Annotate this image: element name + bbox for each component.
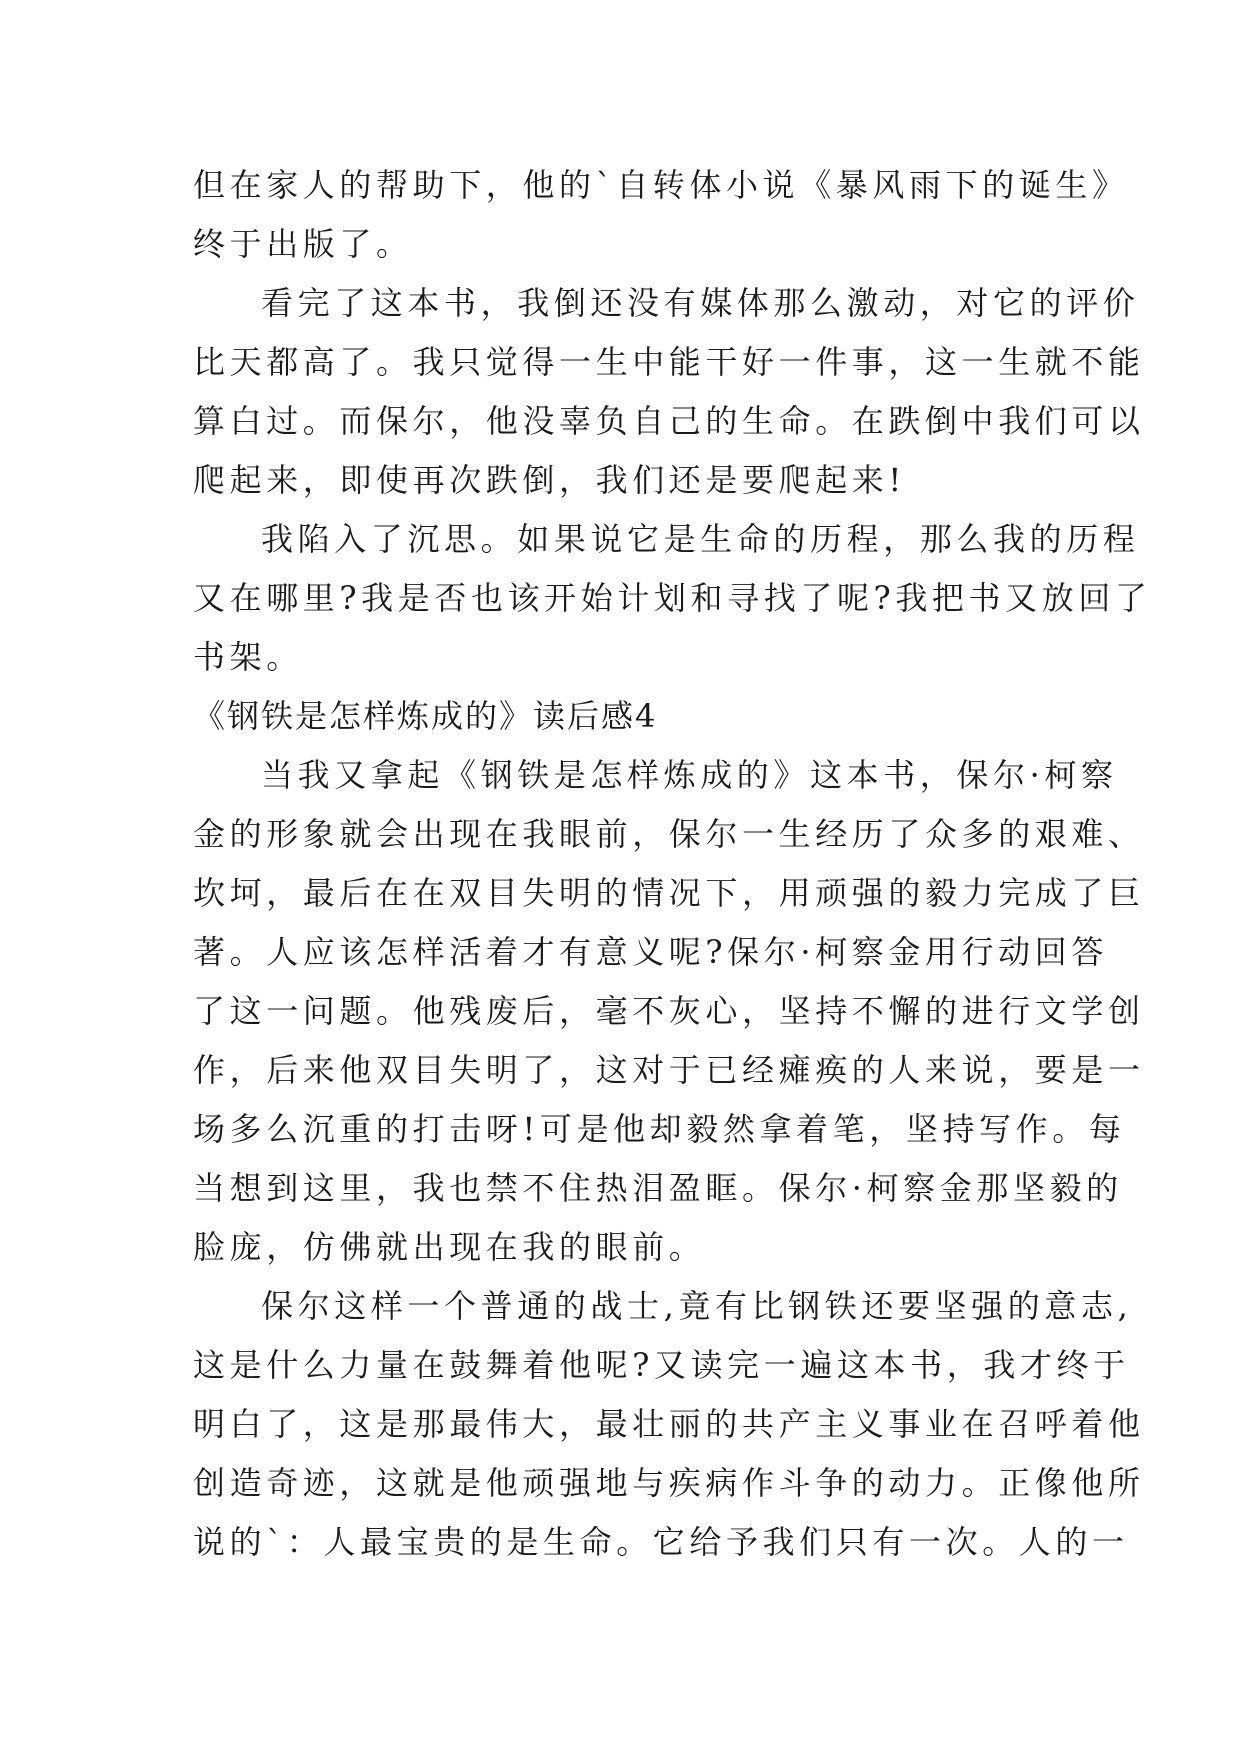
- text-line: 作，后来他双目失明了，这对于已经瘫痪的人来说，要是一: [193, 1051, 1145, 1089]
- text-line: 著。人应该怎样活着才有意义呢?保尔·柯察金用行动回答: [193, 933, 1108, 971]
- text-line: 坎坷，最后在在双目失明的情况下，用顽强的毅力完成了巨: [193, 874, 1145, 912]
- text-line: 场多么沉重的打击呀!可是他却毅然拿着笔，坚持写作。每: [193, 1110, 1126, 1148]
- paragraph-start-line: 看完了这本书，我倒还没有媒体那么激动，对它的评价: [261, 284, 1140, 322]
- paragraph-start-line: 当我又拿起《钢铁是怎样炼成的》这本书，保尔·柯察: [261, 756, 1118, 794]
- text-line: 说的`：人最宝贵的是生命。它给予我们只有一次。人的一: [193, 1523, 1129, 1561]
- text-line: 金的形象就会出现在我眼前，保尔一生经历了众多的艰难、: [193, 815, 1145, 853]
- text-line: 了这一问题。他残废后，毫不灰心，坚持不懈的进行文学创: [193, 992, 1145, 1030]
- text-line: 脸庞，仿佛就出现在我的眼前。: [193, 1228, 706, 1266]
- text-line: 但在家人的帮助下，他的`自转体小说《暴风雨下的诞生》: [193, 166, 1129, 204]
- paragraph-start-line: 我陷入了沉思。如果说它是生命的历程，那么我的历程: [261, 520, 1140, 558]
- text-line: 书架。: [193, 638, 303, 676]
- text-line: 爬起来，即使再次跌倒，我们还是要爬起来!: [193, 461, 906, 499]
- text-line: 创造奇迹，这就是他顽强地与疾病作斗争的动力。正像他所: [193, 1464, 1145, 1502]
- body-text: [193, 156, 1152, 1572]
- text-line: 终于出版了。: [193, 225, 413, 263]
- paragraph-start-line: 保尔这样一个普通的战士,竟有比钢铁还要坚强的意志,: [261, 1287, 1133, 1325]
- text-line: 当想到这里，我也禁不住热泪盈眶。保尔·柯察金那坚毅的: [193, 1169, 1123, 1207]
- text-line: 又在哪里?我是否也该开始计划和寻找了呢?我把书又放回了: [193, 579, 1152, 617]
- text-line: 算白过。而保尔，他没辜负自己的生命。在跌倒中我们可以: [193, 402, 1145, 440]
- text-line: 明白了，这是那最伟大，最壮丽的共产主义事业在召呼着他: [193, 1405, 1145, 1443]
- section-heading: 《钢铁是怎样炼成的》读后感4: [193, 697, 658, 735]
- text-line: 比天都高了。我只觉得一生中能干好一件事，这一生就不能: [193, 343, 1145, 381]
- text-line: 这是什么力量在鼓舞着他呢?又读完一遍这本书，我才终于: [193, 1346, 1130, 1384]
